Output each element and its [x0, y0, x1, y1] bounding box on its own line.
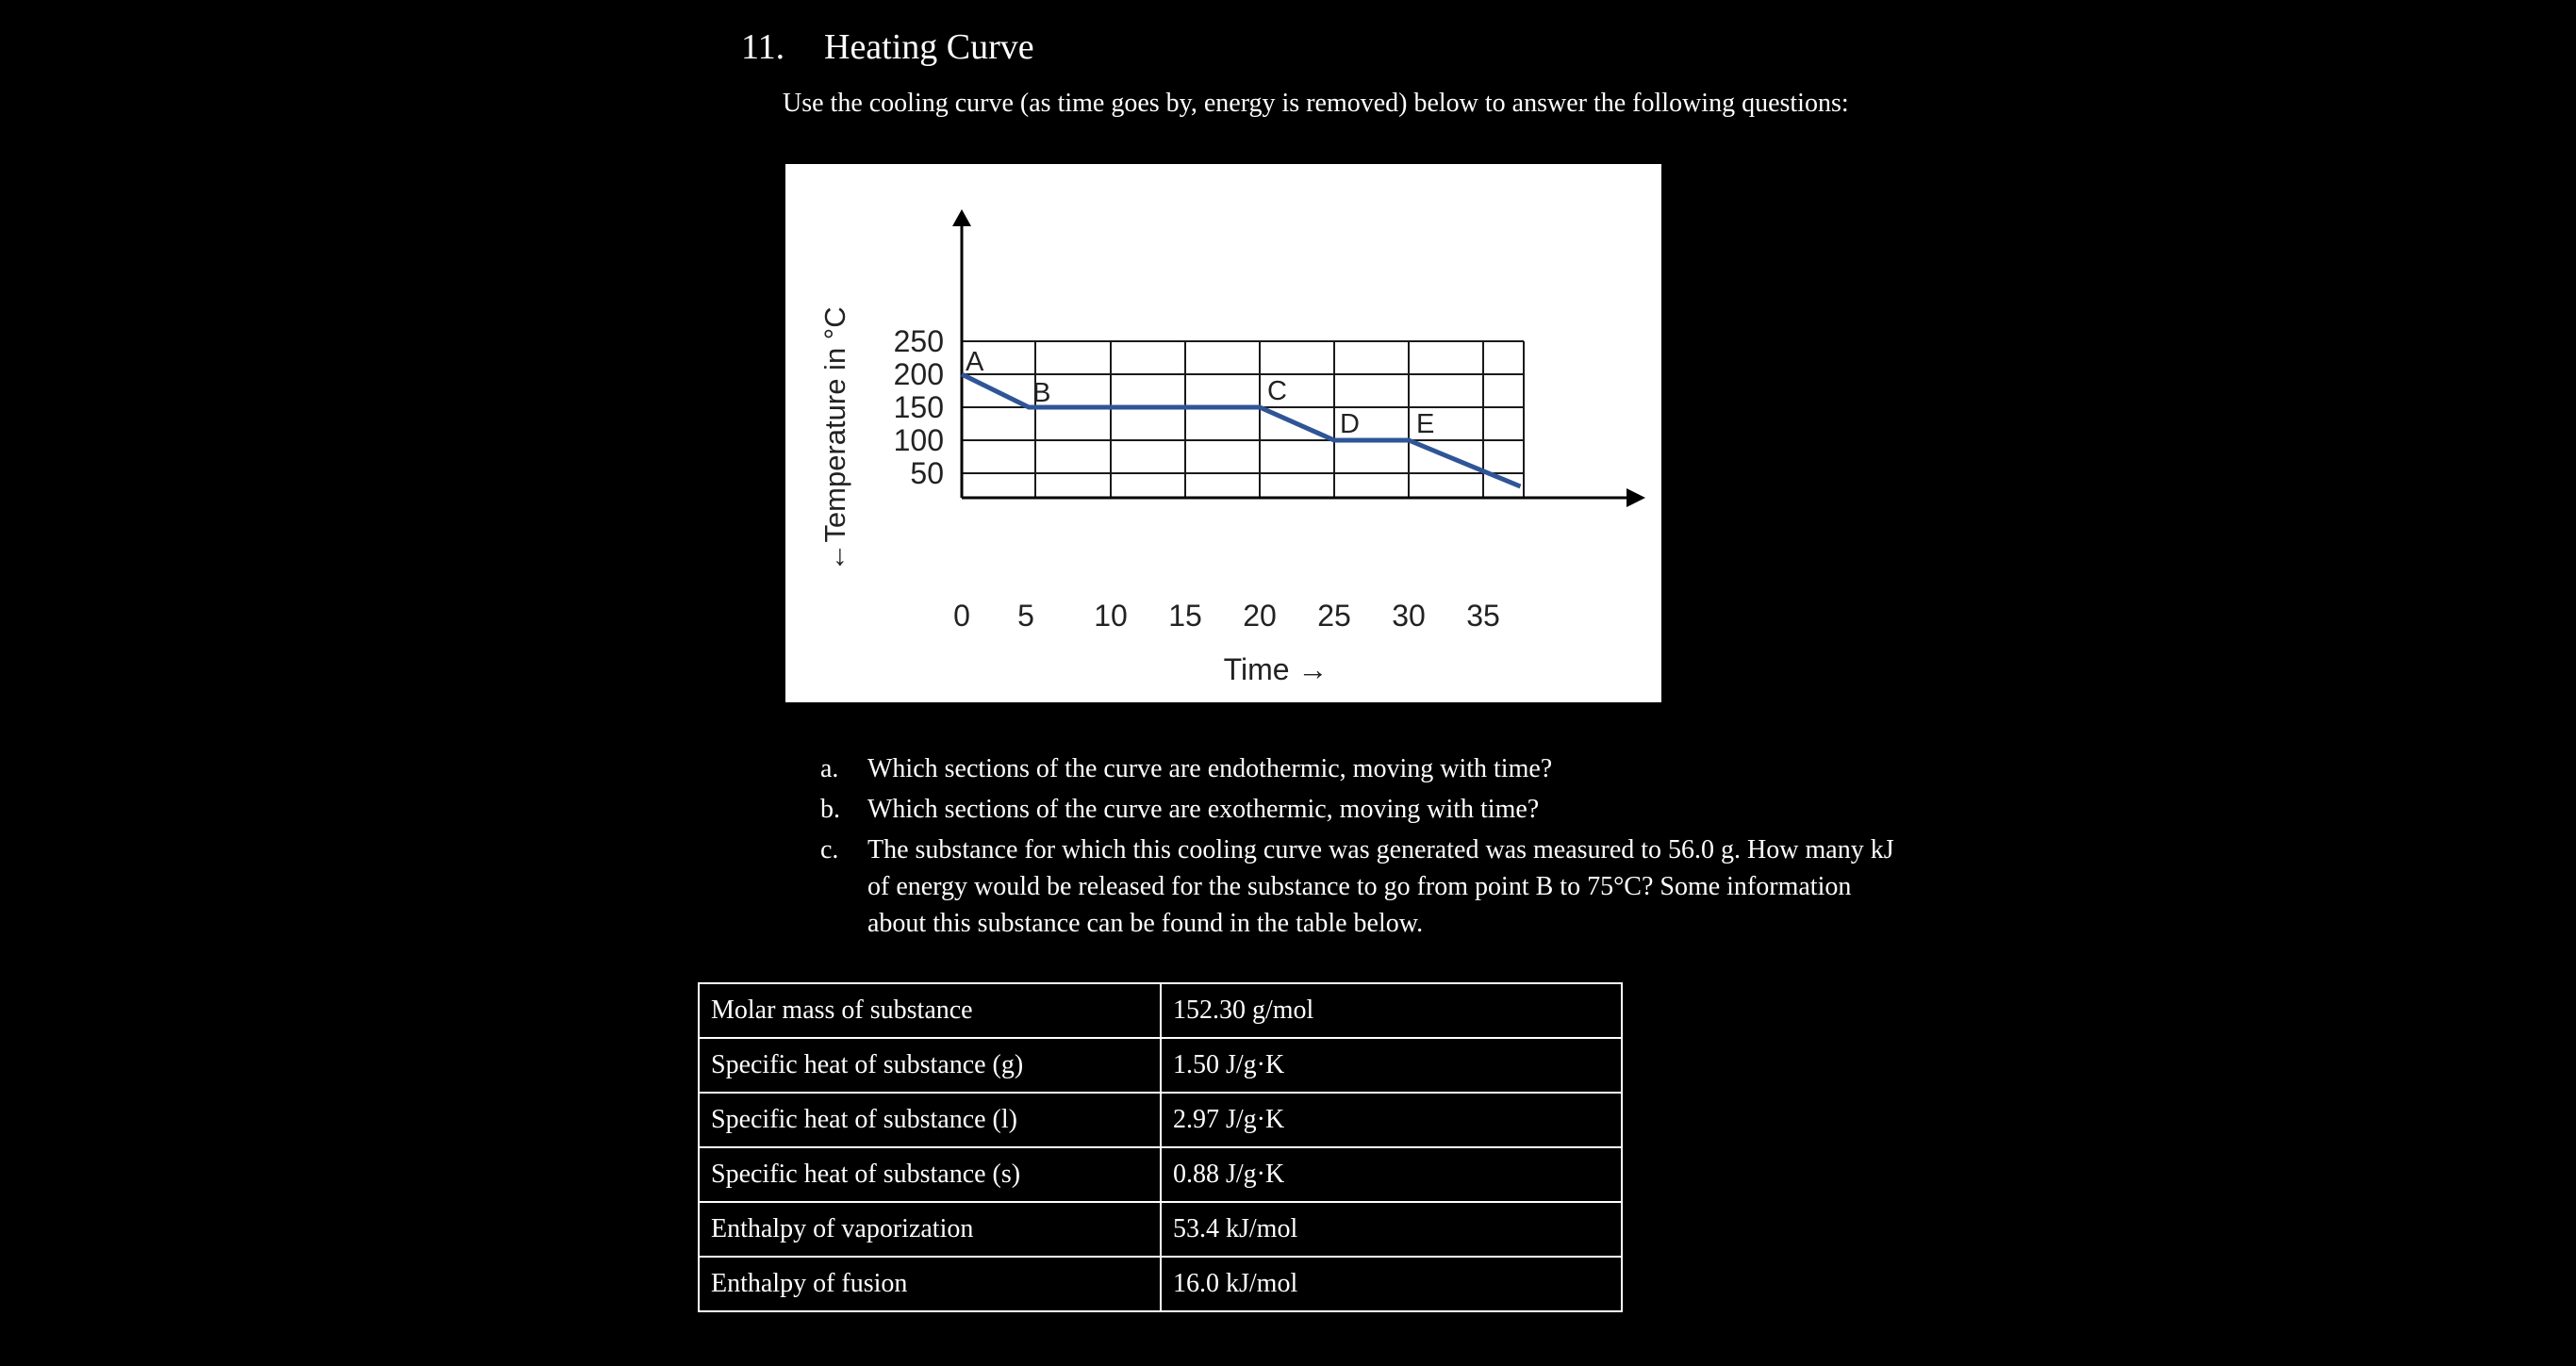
x-tick-label: 10 [1094, 599, 1128, 633]
table-row [699, 1093, 1622, 1147]
question-text: Which sections of the curve are endothermic, moving with time? [867, 754, 1553, 783]
x-axis-arrow [1627, 488, 1645, 507]
y-axis-arrow [952, 209, 971, 226]
section-heading [741, 23, 1034, 72]
property-name: Enthalpy of vaporization [699, 1202, 1161, 1257]
x-tick-label: 35 [1466, 599, 1500, 633]
question-marker: b. [820, 795, 840, 824]
point-label-d: D [1340, 409, 1360, 439]
table-row [699, 983, 1622, 1038]
property-name: Specific heat of substance (l) [699, 1093, 1161, 1147]
y-tick-label: 100 [893, 423, 944, 457]
property-value: 2.97 J/g·K [1161, 1093, 1622, 1147]
question-text: Which sections of the curve are exothermic, moving with time? [867, 795, 1540, 824]
question-marker: c. [820, 835, 839, 864]
x-tick-label: 30 [1392, 599, 1426, 633]
x-tick-label: 25 [1317, 599, 1351, 633]
question-text: The substance for which this cooling curve was generated was measured to 56.0 g. How many kJ of energy would be released for the substance to go from point B to 75°C? Some information about this substance can be found in the table below. [867, 835, 1894, 938]
section-number: 11. [741, 27, 785, 67]
chart-axes [952, 209, 1645, 507]
y-axis-title: ←Temperature in °C [818, 306, 851, 572]
property-value: 53.4 kJ/mol [1161, 1202, 1622, 1257]
question-list [820, 750, 1905, 946]
question-a [820, 750, 1905, 787]
table-row [699, 1202, 1622, 1257]
property-name: Molar mass of substance [699, 983, 1161, 1038]
property-value: 16.0 kJ/mol [1161, 1257, 1622, 1311]
intro-text: Use the cooling curve (as time goes by, energy is removed) below to answer the following questions: [783, 89, 1849, 118]
chart-grid [962, 341, 1524, 498]
substance-properties-table [698, 982, 1623, 1312]
property-value: 1.50 J/g·K [1161, 1038, 1622, 1093]
point-label-b: B [1032, 378, 1051, 408]
cooling-curve-chart [785, 164, 1661, 702]
y-tick-label: 200 [893, 357, 944, 391]
x-tick-label: 20 [1243, 599, 1277, 633]
question-marker: a. [820, 754, 839, 783]
table-row [699, 1038, 1622, 1093]
x-tick-label: 15 [1168, 599, 1202, 633]
cooling-curve-figure [785, 164, 1661, 702]
property-value: 0.88 J/g·K [1161, 1147, 1622, 1202]
x-tick-label: 0 [953, 599, 970, 633]
question-b [820, 791, 1905, 828]
point-label-c: C [1267, 376, 1287, 406]
property-name: Specific heat of substance (s) [699, 1147, 1161, 1202]
section-title: Heating Curve [824, 27, 1034, 67]
question-c [820, 831, 1905, 942]
point-label-e: E [1416, 409, 1435, 439]
table-row [699, 1147, 1622, 1202]
property-value: 152.30 g/mol [1161, 983, 1622, 1038]
point-label-a: A [966, 347, 984, 377]
y-tick-label: 50 [910, 456, 944, 490]
y-tick-label: 150 [893, 390, 944, 424]
table-row [699, 1257, 1622, 1311]
property-name: Enthalpy of fusion [699, 1257, 1161, 1311]
property-name: Specific heat of substance (g) [699, 1038, 1161, 1093]
y-tick-label: 250 [893, 324, 944, 358]
x-tick-label: 5 [1017, 599, 1034, 633]
x-axis-title: Time → [1223, 652, 1329, 686]
